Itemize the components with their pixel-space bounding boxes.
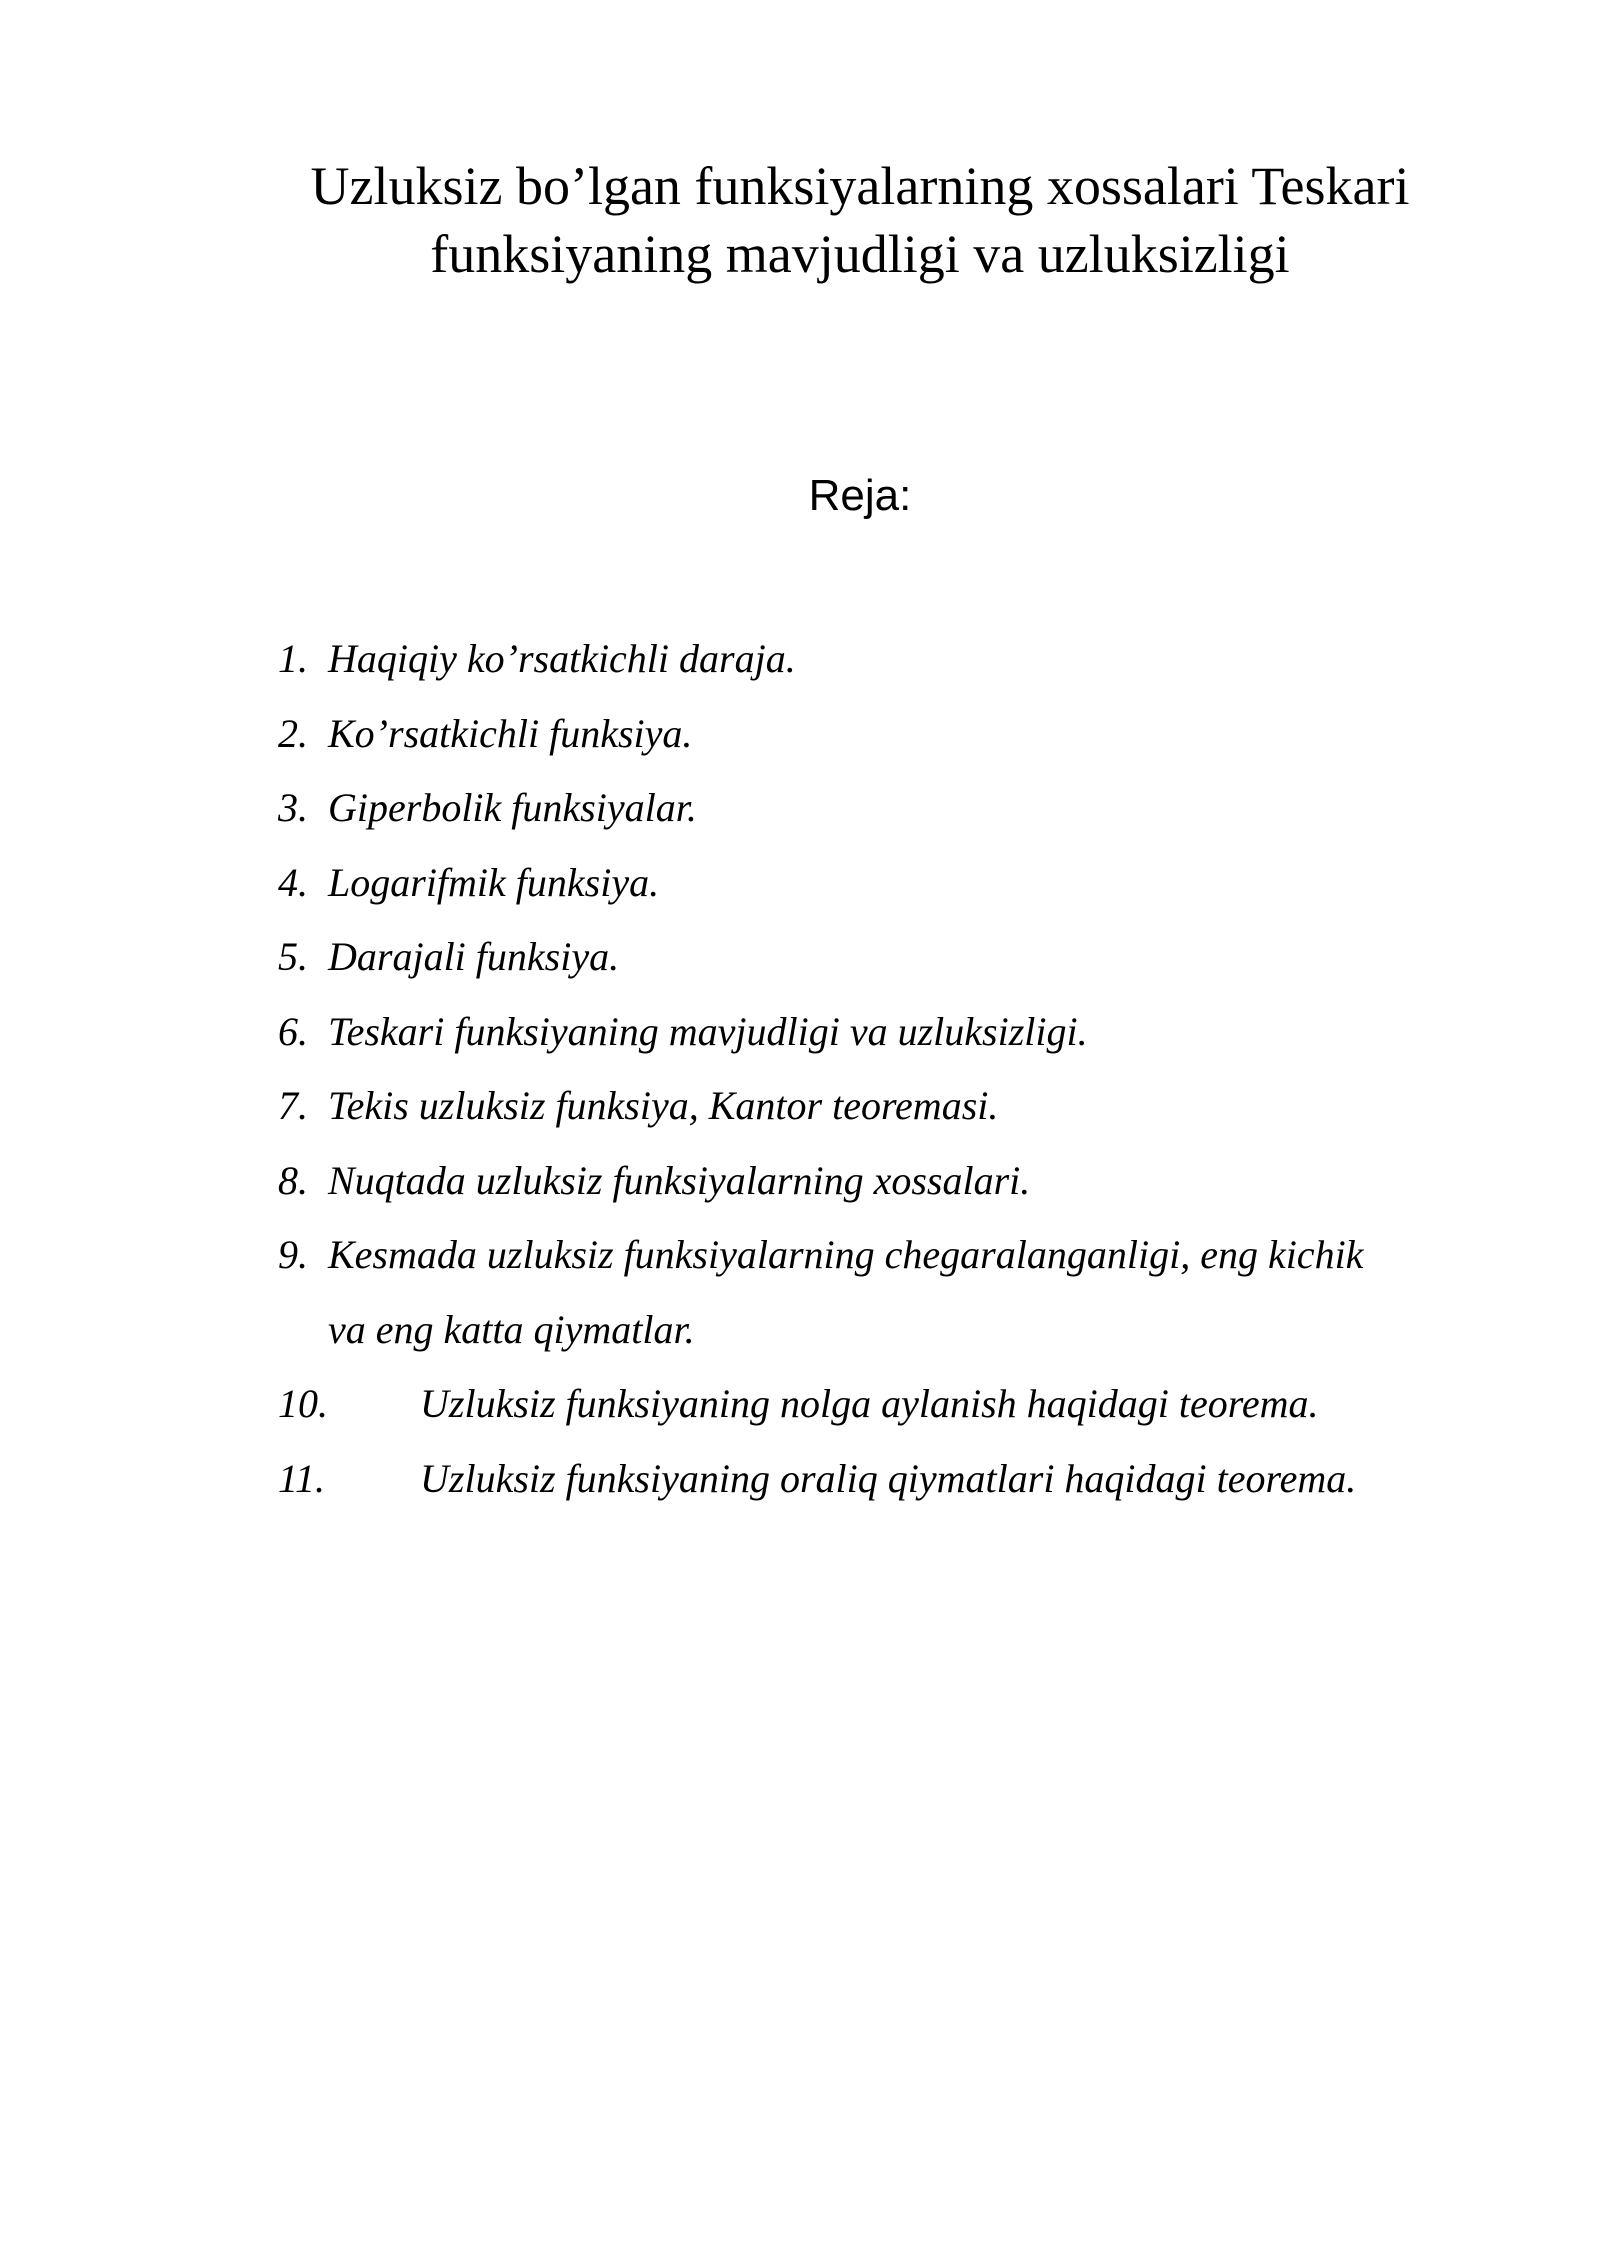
plan-item-number: 10. bbox=[278, 1381, 328, 1426]
plan-item-6 bbox=[278, 995, 1478, 1070]
plan-item-text: Darajali funksiya. bbox=[328, 934, 620, 979]
plan-item-8 bbox=[278, 1144, 1478, 1219]
plan-item-5 bbox=[278, 920, 1478, 995]
plan-item-number: 6. bbox=[278, 1008, 308, 1054]
plan-item-text: Teskari funksiyaning mavjudligi va uzluksizligi. bbox=[328, 1008, 1088, 1054]
plan-item-text: Ko’rsatkichli funksiya. bbox=[328, 710, 693, 756]
plan-item-number: 9. bbox=[278, 1232, 308, 1277]
plan-item-text: Uzluksiz funksiyaning oraliq qiymatlari haqidagi teorema. bbox=[420, 1455, 1357, 1501]
plan-item-text: va eng katta qiymatlar. bbox=[328, 1306, 695, 1352]
plan-item-text: Nuqtada uzluksiz funksiyalarning xossalari. bbox=[328, 1157, 1031, 1203]
plan-item-2 bbox=[278, 697, 1478, 772]
plan-item-text: Giperbolik funksiyalar. bbox=[328, 785, 697, 830]
plan-item-10 bbox=[278, 1367, 1478, 1442]
plan-item-9-continuation bbox=[278, 1293, 1478, 1368]
plan-item-text: Tekis uzluksiz funksiya, Kantor teoremasi. bbox=[328, 1083, 999, 1128]
plan-item-number: 7. bbox=[278, 1083, 308, 1128]
plan-item-number: 4. bbox=[278, 859, 308, 905]
title-line-1: Uzluksiz bo’lgan funksiyalarning xossalari Teskari bbox=[310, 156, 1410, 216]
plan-item-9 bbox=[278, 1218, 1478, 1293]
plan-list bbox=[278, 622, 1478, 1516]
plan-item-11 bbox=[278, 1442, 1478, 1517]
plan-item-4 bbox=[278, 846, 1478, 921]
plan-item-number: 2. bbox=[278, 710, 308, 756]
plan-item-text: Logarifmik funksiya. bbox=[328, 859, 660, 905]
plan-item-number: 3. bbox=[278, 785, 308, 830]
plan-item-number: 5. bbox=[278, 934, 308, 979]
plan-heading: Reja: bbox=[808, 471, 912, 520]
plan-item-1 bbox=[278, 622, 1478, 697]
title-line-2: funksiyaning mavjudligi va uzluksizligi bbox=[430, 224, 1290, 284]
plan-item-number: 1. bbox=[278, 636, 308, 681]
plan-item-text: Uzluksiz funksiyaning nolga aylanish haqidagi teorema. bbox=[420, 1381, 1319, 1426]
plan-item-7 bbox=[278, 1069, 1478, 1144]
document-title bbox=[200, 152, 1520, 288]
plan-item-3 bbox=[278, 771, 1478, 846]
plan-item-text: Kesmada uzluksiz funksiyalarning chegaralanganligi, eng kichik bbox=[328, 1232, 1364, 1277]
plan-item-number: 8. bbox=[278, 1157, 308, 1203]
plan-item-text: Haqiqiy ko’rsatkichli daraja. bbox=[328, 636, 796, 681]
plan-item-number: 11. bbox=[278, 1455, 326, 1501]
